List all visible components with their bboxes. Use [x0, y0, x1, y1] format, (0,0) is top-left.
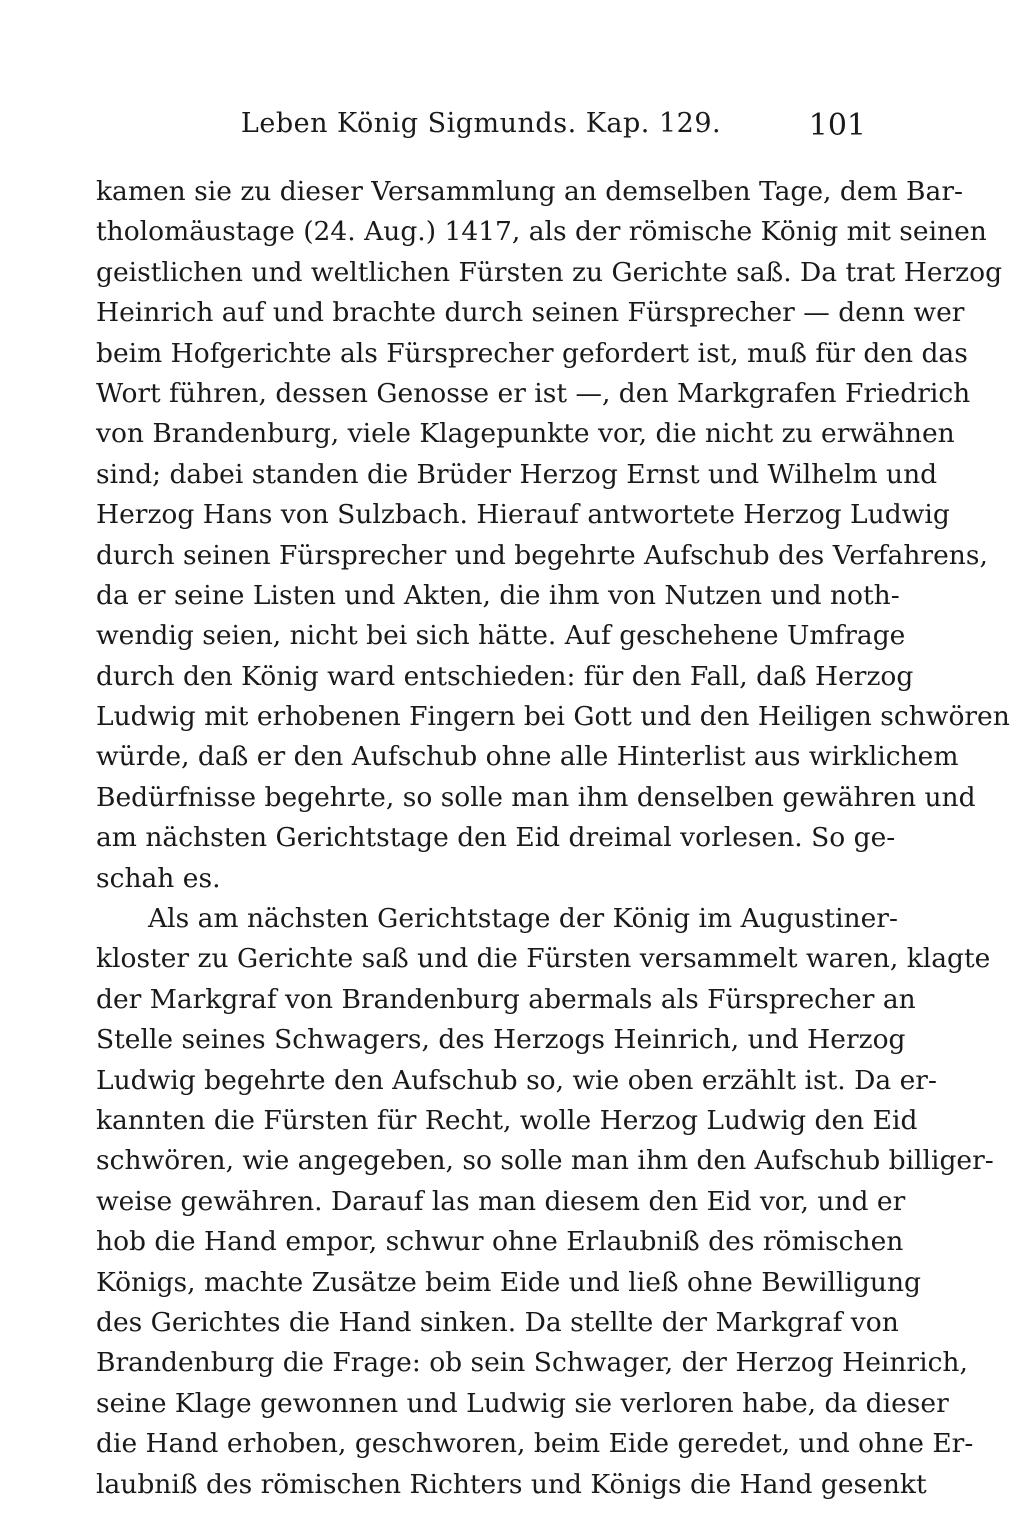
text-line: Bedürfnisse begehrte, so solle man ihm denselben gewähren und: [96, 781, 976, 813]
text-line: kannten die Fürsten für Recht, wolle Herzog Ludwig den Eid: [96, 1104, 918, 1136]
text-line: Ludwig mit erhobenen Fingern bei Gott und den Heiligen schwören: [96, 701, 1010, 733]
body-text: [96, 172, 1010, 1505]
paragraph: [96, 172, 1010, 899]
text-line: durch seinen Fürsprecher und begehrte Aufschub des Verfahrens,: [96, 539, 988, 571]
text-line: sind; dabei standen die Brüder Herzog Ernst und Wilhelm und: [96, 458, 938, 490]
text-line: würde, daß er den Aufschub ohne alle Hinterlist aus wirklichem: [96, 741, 959, 773]
text-line: weise gewähren. Darauf las man diesem den Eid vor, und er: [96, 1185, 906, 1217]
text-line: tholomäustage (24. Aug.) 1417, als der römische König mit seinen: [96, 216, 987, 248]
text-line: kloster zu Gerichte saß und die Fürsten versammelt waren, klagte: [96, 943, 991, 975]
running-title: Leben König Sigmunds. Kap. 129.: [240, 108, 722, 139]
text-line: Brandenburg die Frage: ob sein Schwager, der Herzog Heinrich,: [96, 1347, 968, 1379]
text-line: am nächsten Gerichtstage den Eid dreimal vorlesen. So ge-: [96, 822, 896, 854]
running-head: [96, 108, 866, 148]
text-line: schwören, wie angegeben, so solle man ihm den Aufschub billiger-: [96, 1145, 994, 1177]
text-line: beim Hofgerichte als Fürsprecher gefordert ist, muß für den das: [96, 337, 968, 369]
text-line: durch den König ward entschieden: für den Fall, daß Herzog: [96, 660, 914, 692]
paragraph: [96, 899, 994, 1505]
text-line: Königs, machte Zusätze beim Eide und ließ ohne Bewilligung: [96, 1266, 922, 1298]
text-line: von Brandenburg, viele Klagepunkte vor, die nicht zu erwähnen: [96, 418, 955, 450]
page-number: 101: [808, 108, 866, 143]
text-line: kamen sie zu dieser Versammlung an demselben Tage, dem Bar-: [96, 176, 963, 207]
text-line: hob die Hand empor, schwur ohne Erlaubniß des römischen: [96, 1226, 904, 1258]
text-line: des Gerichtes die Hand sinken. Da stellte der Markgraf von: [96, 1306, 899, 1338]
text-line: der Markgraf von Brandenburg abermals als Fürsprecher an: [96, 983, 916, 1015]
text-line: geistlichen und weltlichen Fürsten zu Gerichte saß. Da trat Herzog: [96, 256, 1003, 288]
text-line: Ludwig begehrte den Aufschub so, wie oben erzählt ist. Da er-: [96, 1064, 937, 1096]
text-line: schah es.: [96, 862, 221, 894]
text-line: Herzog Hans von Sulzbach. Hierauf antwortete Herzog Ludwig: [96, 499, 950, 531]
text-line: Stelle seines Schwagers, des Herzogs Heinrich, und Herzog: [96, 1024, 906, 1056]
text-line: laubniß des römischen Richters und Königs die Hand gesenkt: [96, 1468, 927, 1500]
text-line: da er seine Listen und Akten, die ihm von Nutzen und noth-: [96, 579, 900, 611]
text-line: Heinrich auf und brachte durch seinen Fürsprecher — denn wer: [96, 297, 965, 329]
text-line: die Hand erhoben, geschworen, beim Eide geredet, und ohne Er-: [96, 1428, 974, 1460]
text-line: seine Klage gewonnen und Ludwig sie verloren habe, da dieser: [96, 1387, 949, 1419]
text-line: Als am nächsten Gerichtstage der König im Augustiner-: [148, 903, 898, 935]
text-line: wendig seien, nicht bei sich hätte. Auf geschehene Umfrage: [96, 620, 906, 652]
text-line: Wort führen, dessen Genosse er ist —, den Markgrafen Friedrich: [96, 377, 971, 409]
